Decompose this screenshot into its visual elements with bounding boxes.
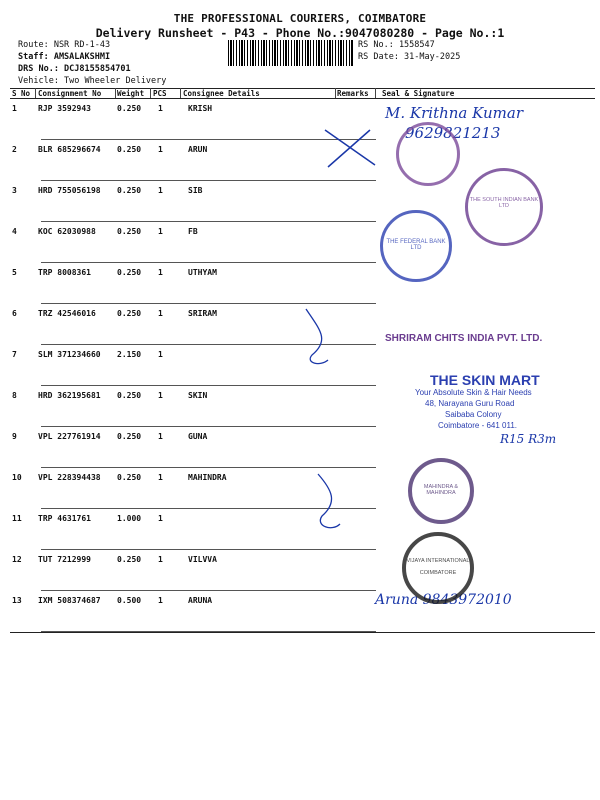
cell-sno: 10: [12, 473, 22, 482]
cell-consignment: TRP 4631761: [38, 514, 91, 523]
rs-date: RS Date: 31-May-2025: [358, 52, 461, 62]
cell-consignment: BLR 685296674: [38, 145, 101, 154]
skin-mart-name: THE SKIN MART: [430, 372, 540, 388]
cell-consignee: SIB: [188, 186, 203, 195]
col-consignee: Consignee Details: [183, 89, 260, 98]
cell-weight: 2.150: [117, 350, 142, 359]
vehicle-field: Vehicle: Two Wheeler Delivery: [18, 76, 167, 86]
col-sno: S No: [12, 89, 31, 98]
barcode: [228, 40, 353, 66]
handwritten-signature-1: M. Krithna Kumar: [385, 104, 524, 122]
scribble-signature-icon: [310, 470, 350, 540]
skin-mart-address-3: Coimbatore - 641 011.: [438, 421, 518, 430]
scribble-signature-icon: [300, 305, 340, 375]
cell-weight: 0.250: [117, 145, 142, 154]
row-divider: [41, 221, 376, 222]
cell-weight: 0.250: [117, 309, 142, 318]
cell-consignment: SLM 371234660: [38, 350, 101, 359]
cell-consignment: TRZ 42546016: [38, 309, 96, 318]
row-divider: [41, 262, 376, 263]
cell-weight: 0.250: [117, 473, 142, 482]
table-row: [10, 555, 595, 596]
handwritten-phone-1: 9629821213: [405, 124, 501, 142]
cell-sno: 8: [12, 391, 17, 400]
table-row: [10, 514, 595, 555]
cell-consignee: VILVVA: [188, 555, 217, 564]
col-pcs: PCS: [153, 89, 167, 98]
table-row: [10, 473, 595, 514]
cell-pcs: 1: [158, 268, 163, 277]
cell-weight: 0.500: [117, 596, 142, 605]
row-divider: [41, 467, 376, 468]
drs-field: DRS No.: DCJ8155854701: [18, 64, 131, 74]
cell-consignee: SKIN: [188, 391, 208, 400]
cell-consignment: VPL 228394438: [38, 473, 101, 482]
cell-weight: 0.250: [117, 227, 142, 236]
cell-pcs: 1: [158, 473, 163, 482]
cross-mark-icon: [320, 125, 380, 170]
cell-consignee: KRISH: [188, 104, 213, 113]
cell-weight: 0.250: [117, 555, 142, 564]
handwritten-initials: R15 R3m: [500, 432, 557, 446]
cell-pcs: 1: [158, 432, 163, 441]
cell-sno: 13: [12, 596, 22, 605]
cell-weight: 0.250: [117, 186, 142, 195]
cell-pcs: 1: [158, 145, 163, 154]
cell-consignment: HRD 755056198: [38, 186, 101, 195]
cell-consignee: ARUNA: [188, 596, 213, 605]
mahindra-seal: MAHINDRA & MAHINDRA: [408, 458, 474, 524]
cell-sno: 2: [12, 145, 17, 154]
cell-pcs: 1: [158, 555, 163, 564]
skin-mart-tagline: Your Absolute Skin & Hair Needs: [415, 388, 532, 397]
cell-consignment: RJP 3592943: [38, 104, 91, 113]
cell-consignee: MAHINDRA: [188, 473, 227, 482]
cell-weight: 0.250: [117, 432, 142, 441]
cell-consignment: IXM 508374687: [38, 596, 101, 605]
rs-number: RS No.: 1558547: [358, 40, 435, 50]
cell-pcs: 1: [158, 596, 163, 605]
cell-sno: 7: [12, 350, 17, 359]
cell-weight: 0.250: [117, 104, 142, 113]
cell-sno: 3: [12, 186, 17, 195]
cell-sno: 12: [12, 555, 22, 564]
row-divider: [41, 180, 376, 181]
cell-pcs: 1: [158, 350, 163, 359]
vijaya-international-seal: VIJAYA INTERNATIONAL COIMBATORE: [402, 532, 474, 604]
cell-pcs: 1: [158, 309, 163, 318]
cell-sno: 4: [12, 227, 17, 236]
cell-weight: 0.250: [117, 268, 142, 277]
staff-field: Staff: AMSALAKSHMI: [18, 52, 111, 62]
row-divider: [41, 303, 376, 304]
row-divider: [41, 385, 376, 386]
table-row: [10, 268, 595, 309]
cell-pcs: 1: [158, 104, 163, 113]
col-consignment: Consignment No: [38, 89, 102, 98]
cell-consignee: ARUN: [188, 145, 208, 154]
cell-weight: 0.250: [117, 391, 142, 400]
document-title: THE PROFESSIONAL COURIERS, COIMBATORE: [173, 12, 427, 25]
cell-consignment: HRD 362195681: [38, 391, 101, 400]
cell-consignee: UTHYAM: [188, 268, 217, 277]
skin-mart-address-1: 48, Narayana Guru Road: [425, 399, 515, 408]
row-divider: [41, 590, 376, 591]
route-field: Route: NSR RD-1-43: [18, 40, 111, 50]
cell-consignee: FB: [188, 227, 198, 236]
round-seal-stamp: [396, 122, 460, 186]
col-remarks: Remarks: [337, 89, 369, 98]
cell-pcs: 1: [158, 391, 163, 400]
cell-consignee: GUNA: [188, 432, 208, 441]
cell-sno: 5: [12, 268, 17, 277]
cell-pcs: 1: [158, 186, 163, 195]
cell-consignment: KOC 62030988: [38, 227, 96, 236]
cell-consignee: SRIRAM: [188, 309, 217, 318]
col-seal-signature: Seal & Signature: [382, 89, 455, 98]
handwritten-signature-13: Aruna 9843972010: [375, 592, 512, 608]
cell-weight: 1.000: [117, 514, 142, 523]
south-indian-bank-seal: THE SOUTH INDIAN BANK LTD: [465, 168, 543, 246]
skin-mart-address-2: Saibaba Colony: [445, 410, 502, 419]
cell-pcs: 1: [158, 227, 163, 236]
cell-sno: 9: [12, 432, 17, 441]
cell-consignment: TUT 7212999: [38, 555, 91, 564]
col-weight: Weight: [117, 89, 145, 98]
cell-pcs: 1: [158, 514, 163, 523]
cell-sno: 1: [12, 104, 17, 113]
document-subtitle: Delivery Runsheet - P43 - Phone No.:9047080280 - Page No.:1: [95, 26, 505, 40]
cell-sno: 6: [12, 309, 17, 318]
sriram-chits-stamp: SHRIRAM CHITS INDIA PVT. LTD.: [385, 333, 543, 344]
row-divider: [41, 549, 376, 550]
cell-consignment: VPL 227761914: [38, 432, 101, 441]
cell-consignment: TRP 8008361: [38, 268, 91, 277]
row-divider: [41, 426, 376, 427]
federal-bank-seal: THE FEDERAL BANK LTD: [380, 210, 452, 282]
cell-sno: 11: [12, 514, 22, 523]
